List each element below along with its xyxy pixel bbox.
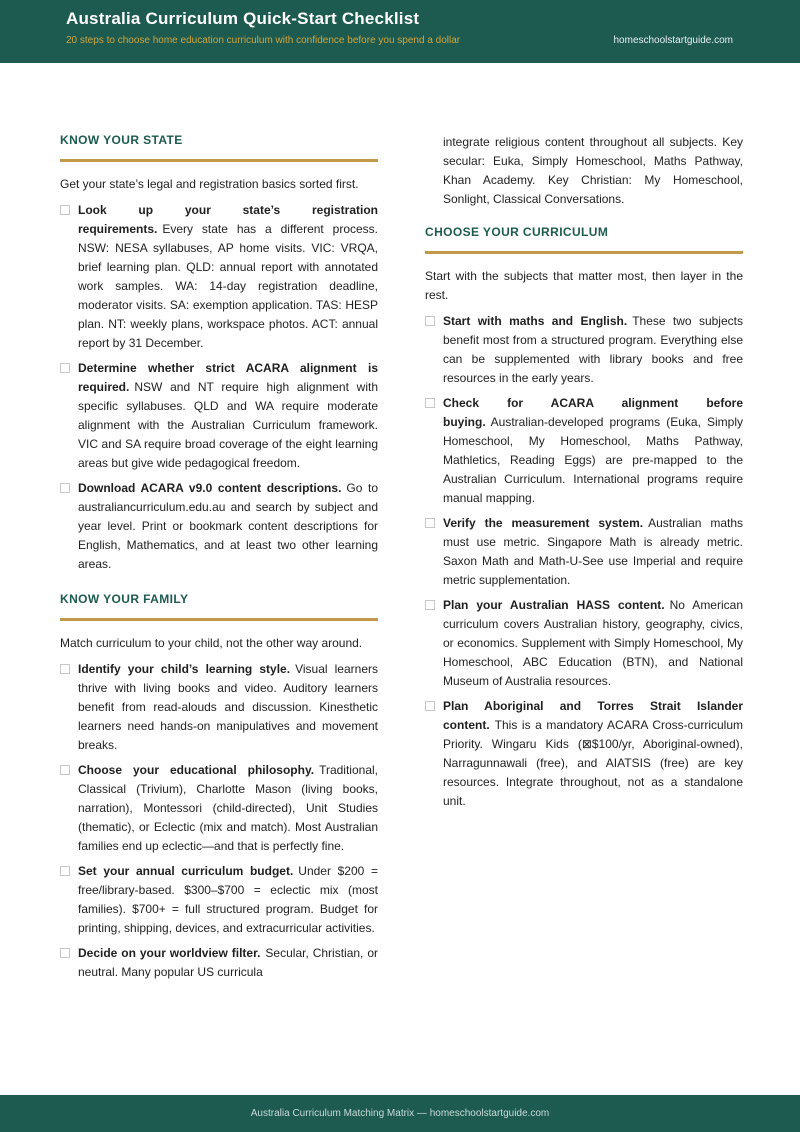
item-lead: Look up your state’s registration requirements. (78, 203, 378, 236)
item-lead: Choose your educational philosophy. (78, 763, 315, 777)
section-intro: Start with the subjects that matter most, then layer in the rest. (425, 269, 743, 302)
item-body: Every state has a different process. NSW: NESA syllabuses, AP home visits. VIC: VRQA, brief learning plan. QLD: annual report with annotated work samples. WA: 14-day registration deadline, moderator visits. SA: exemption application. TAS: HESP plan. NT: weekly plans, workspace photos. ACT: annual report by 31 December. (78, 222, 378, 350)
section-intro: Get your state’s legal and registration basics sorted first. (60, 177, 359, 191)
section-heading: CHOOSE YOUR CURRICULUM (425, 225, 609, 239)
checkbox[interactable] (60, 363, 70, 373)
item-body-continuation: integrate religious content throughout all subjects. Key secular: Euka, Simply Homeschool, Maths Pathway, Khan Academy. Key Christian: My Homeschool, Sonlight, Classical Conversations. (443, 135, 743, 206)
checklist-item (425, 394, 743, 508)
item-body: Australian-developed programs (Euka, Simply Homeschool, My Homeschool, Maths Pathway, Mathletics, Reading Eggs) are pre-mapped to the Australian Curriculum. International programs require manual mapping. (443, 415, 743, 505)
section-heading: KNOW YOUR STATE (60, 133, 183, 147)
item-body: Secular, Christian, or neutral. Many popular US curricula (78, 946, 378, 979)
item-lead: Verify the measurement system. (443, 516, 644, 530)
checkbox[interactable] (60, 205, 70, 215)
section-choose-your-curriculum (425, 225, 743, 811)
checkbox[interactable] (425, 398, 435, 408)
item-lead: Download ACARA v9.0 content descriptions. (78, 481, 342, 495)
checklist-item (60, 479, 378, 574)
page-subtitle: 20 steps to choose home education curriculum with confidence before you spend a dollar (66, 35, 461, 46)
item-body: Australian maths must use metric. Singapore Math is already metric. Saxon Math and Math-U-See use Imperial and require metric supplementation. (443, 516, 744, 587)
checkbox[interactable] (60, 866, 70, 876)
gold-divider (60, 159, 378, 162)
checklist-item (60, 862, 378, 938)
checkbox[interactable] (425, 600, 435, 610)
checklist-item (425, 514, 743, 590)
checklist-item (60, 944, 378, 982)
item-body: Visual learners thrive with living books and video. Auditory learners benefit from read-alouds and discussion. Kinesthetic learners need hands-on manipulatives and movement breaks. (78, 662, 378, 752)
item-body: This is a mandatory ACARA Cross-curriculum Priority. Wingaru Kids (⊠$100/yr, Aboriginal-owned), Narragunnawali (free), and AIATSIS (free) are key resources. Integrate throughout, not as a standalone unit. (443, 718, 743, 808)
item-lead: Check for ACARA alignment before buying. (443, 396, 743, 429)
item-body: Go to australiancurriculum.edu.au and search by subject and year level. Print or bookmark content descriptions for English, Mathematics, and at least two other learning areas. (78, 481, 378, 571)
page-title: Australia Curriculum Quick-Start Checklist (66, 9, 420, 28)
checkbox[interactable] (425, 316, 435, 326)
gold-divider (425, 251, 743, 254)
footer-text: Australia Curriculum Matching Matrix — homeschoolstartguide.com (250, 1108, 550, 1119)
footer-band (0, 1095, 800, 1132)
checkbox[interactable] (60, 483, 70, 493)
gold-divider (60, 618, 378, 621)
checkbox[interactable] (60, 948, 70, 958)
checklist-item (60, 660, 378, 755)
checkbox[interactable] (60, 765, 70, 775)
item-body: NSW and NT require high alignment with specific syllabuses. QLD and WA require moderate alignment with the Australian Curriculum framework. VIC and SA require broad coverage of the eight learning areas but give wide pedagogical freedom. (78, 380, 378, 470)
item-lead: Identify your child’s learning style. (78, 662, 291, 676)
site-url: homeschoolstartguide.com (613, 35, 733, 46)
item-lead: Determine whether strict ACARA alignment is required. (78, 361, 378, 394)
checklist-item (60, 201, 378, 353)
document-body (0, 63, 800, 1095)
section-know-your-state (60, 133, 378, 574)
checkbox[interactable] (425, 518, 435, 528)
section-intro: Match curriculum to your child, not the other way around. (60, 636, 363, 650)
item-lead: Plan Aboriginal and Torres Strait Islander content. (443, 699, 743, 732)
item-lead: Decide on your worldview filter. (78, 946, 261, 960)
item-lead: Start with maths and English. (443, 314, 628, 328)
checkbox[interactable] (425, 701, 435, 711)
item-body: Under $200 = free/library-based. $300–$700 = eclectic mix (most families). $700+ = full structured program. Budget for printing, shipping, devices, and extracurricular activities. (78, 864, 378, 935)
item-lead: Set your annual curriculum budget. (78, 864, 294, 878)
left-column (60, 133, 378, 988)
item-body: These two subjects benefit most from a structured program. Everything else can be supplemented with library books and free resources in the early years. (443, 314, 743, 385)
item-body: Traditional, Classical (Trivium), Charlotte Mason (living books, narration), Montessori (child-directed), Unit Studies (thematic), or Eclectic (mix and match). Most Australian families end up eclectic—and that is perfectly fine. (78, 763, 378, 853)
item-body: No American curriculum covers Australian history, geography, civics, or economics. Supplement with Simply Homeschool, My Homeschool, ABC Education (BTN), and National Museum of Australia resources. (443, 598, 743, 688)
section-heading: KNOW YOUR FAMILY (60, 592, 189, 606)
item-lead: Plan your Australian HASS content. (443, 598, 665, 612)
checkbox[interactable] (60, 664, 70, 674)
checklist-item (425, 312, 743, 388)
checklist-item (60, 761, 378, 856)
checklist-item (425, 697, 743, 811)
checklist-item (60, 359, 378, 473)
header-band (0, 0, 800, 63)
section-know-your-family (60, 592, 378, 982)
checklist-item (425, 596, 743, 691)
two-column-layout (0, 63, 800, 988)
right-column (425, 133, 743, 988)
